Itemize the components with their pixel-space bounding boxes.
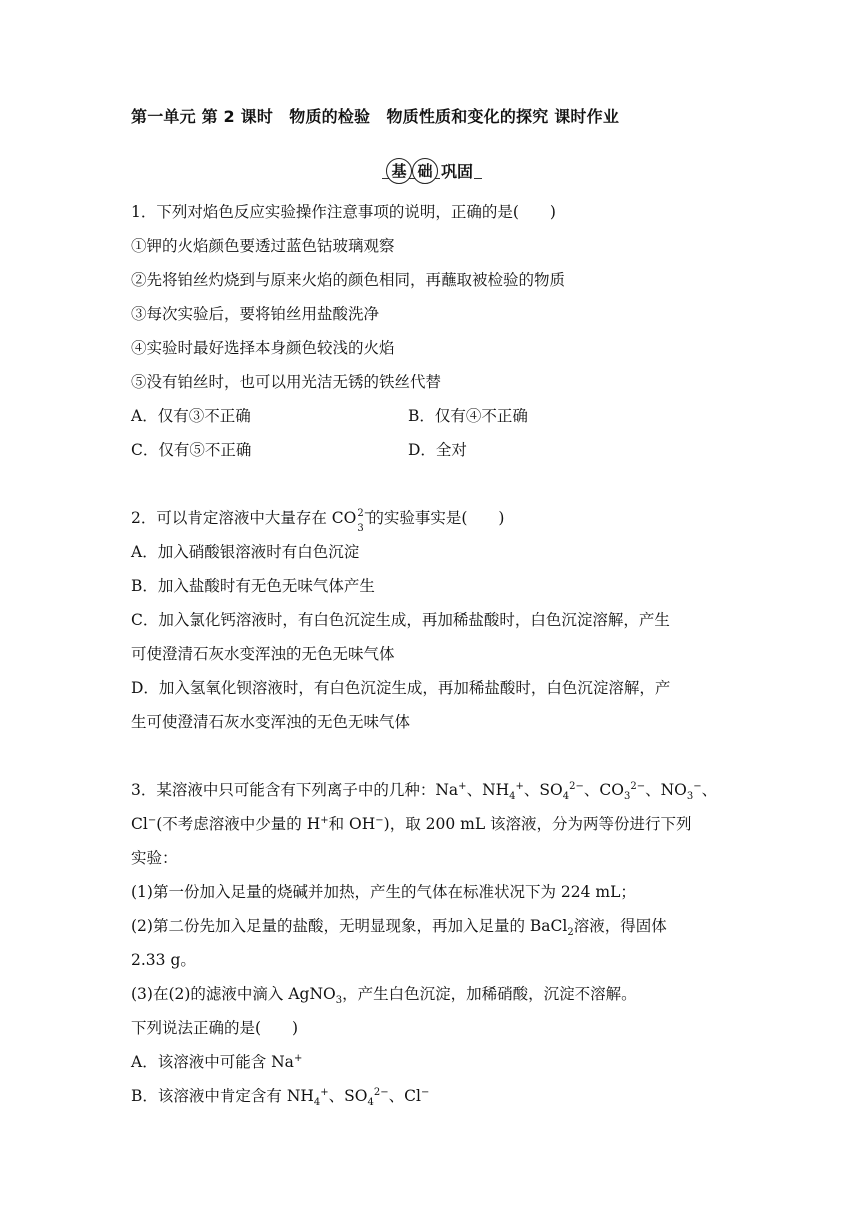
q1-item-4: ④实验时最好选择本身颜色较浅的火焰	[131, 339, 395, 357]
page-title: 第一单元 第 2 课时 物质的检验 物质性质和变化的探究 课时作业	[131, 107, 620, 126]
q3-line-5: (2)第二份先加入足量的盐酸，无明显现象，再加入足量的 BaCl$_2$溶液，得固体	[131, 917, 667, 939]
q1-stem: 1．下列对焰色反应实验操作注意事项的说明，正确的是( )	[131, 203, 556, 221]
q2-stem: 2．可以肯定溶液中大量存在 CO 2− 3 的实验事实是( )	[131, 508, 505, 534]
banner-char-1: 基	[386, 158, 412, 184]
q1-option-c: C．仅有⑤不正确	[131, 441, 252, 459]
q3-line-4: (1)第一份加入足量的烧碱并加热，产生的气体在标准状况下为 224 mL；	[131, 883, 636, 901]
q1-item-1: ①钾的火焰颜色要透过蓝色钴玻璃观察	[131, 237, 395, 255]
q1-item-5: ⑤没有铂丝时，也可以用光洁无锈的铁丝代替	[131, 373, 442, 391]
banner-char-2: 础	[412, 158, 438, 184]
banner-text: 巩固	[440, 159, 474, 182]
q1-item-3: ③每次实验后，要将铂丝用盐酸洗净	[131, 305, 380, 323]
q2-option-d-line2: 生可使澄清石灰水变浑浊的无色无味气体	[131, 713, 411, 731]
q3-line-7: (3)在(2)的滤液中滴入 AgNO$_3$，产生白色沉淀，加稀硝酸，沉淀不溶解。	[131, 985, 637, 1007]
q2-option-a: A．加入硝酸银溶液时有白色沉淀	[131, 543, 360, 561]
q3-line-3: 实验：	[131, 849, 178, 867]
q2-option-c-line2: 可使澄清石灰水变浑浊的无色无味气体	[131, 645, 395, 663]
q2-option-d-line1: D．加入氢氧化钡溶液时，有白色沉淀生成，再加稀盐酸时，白色沉淀溶解，产	[131, 679, 671, 697]
q3-line-8: 下列说法正确的是( )	[131, 1019, 299, 1037]
q3-option-a: A．该溶液中可能含 Na+	[131, 1052, 303, 1071]
q1-option-b: B．仅有④不正确	[408, 407, 528, 425]
q2-option-b: B．加入盐酸时有无色无味气体产生	[131, 577, 375, 595]
q3-line-2: Cl−(不考虑溶液中少量的 H+和 OH−)，取 200 mL 该溶液，分为两等份进行下列	[131, 814, 692, 833]
q1-option-d: D．全对	[408, 441, 467, 459]
q1-item-2: ②先将铂丝灼烧到与原来火焰的颜色相同，再蘸取被检验的物质	[131, 271, 566, 289]
q3-option-b: B．该溶液中肯定含有 $NH_4^+$、$SO_4^{2-}$、Cl−	[131, 1086, 430, 1109]
q1-option-a: A．仅有③不正确	[131, 407, 251, 425]
q2-option-c-line1: C．加入氯化钙溶液时，有白色沉淀生成，再加稀盐酸时，白色沉淀溶解，产生	[131, 611, 670, 629]
q3-line-1: 3．某溶液中只可能含有下列离子中的几种：Na+、$NH_4^+$、$SO_4^{2-}$、$CO_3^{2-}$、$NO_3^-$、	[131, 780, 718, 803]
q3-line-6: 2.33 g。	[131, 951, 196, 969]
section-banner	[382, 158, 482, 186]
